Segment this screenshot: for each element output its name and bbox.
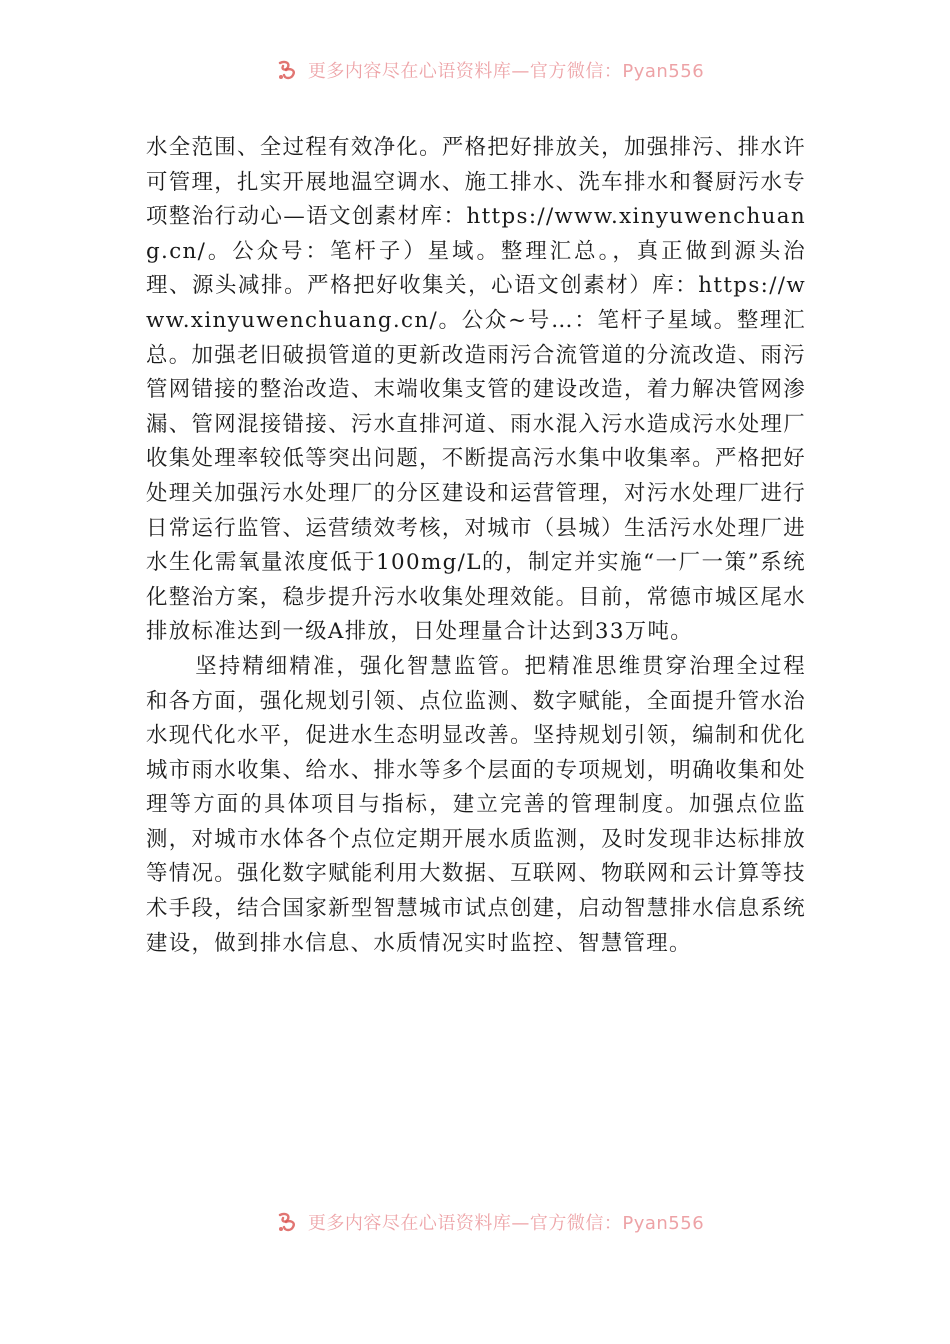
paragraph-smart-supervision: 坚持精细精准，强化智慧监管。把精准思维贯穿治理全过程和各方面，强化规划引领、点位监测、数字赋能，全面提升管水治水现代化水平，促进水生态明显改善。坚持规划引领，编制和优化城市雨水收集、给水、排水等多个层面的专项规划，明确收集和处理等方面的具体项目与指标，建立完善的管理制度。加强点位监测，对城市水体各个点位定期开展水质监测，及时发现非达标排放等情况。强化数字赋能利用大数据、互联网、物联网和云计算等技术手段，结合国家新型智慧城市试点创建，启动智慧排水信息系统建设，做到排水信息、水质情况实时监控、智慧管理。 <box>146 653 806 956</box>
document-body <box>146 131 806 961</box>
header-watermark <box>0 55 950 85</box>
paragraph-sewage-management: 水全范围、全过程有效净化。严格把好排放关，加强排污、排水许可管理，扎实开展地温空调水、施工排水、洗车排水和餐厨污水专项整治行动心—语文创素材库：https://www.xinyuwenchuang.cn/。公众号：笔杆子）星域。整理汇总。，真正做到源头治理、源头减排。严格把好收集关，心语文创素材）库：https://www.xinyuwenchuang.cn/。公众~号…：笔杆子星域。整理汇总。加强老旧破损管道的更新改造雨污合流管道的分流改造、雨污管网错接的整治改造、末端收集支管的建设改造，着力解决管网渗漏、管网混接错接、污水直排河道、雨水混入污水造成污水处理厂收集处理率较低等突出问题，不断提高污水集中收集率。严格把好处理关加强污水处理厂的分区建设和运营管理，对污水处理厂进行日常运行监管、运营绩效考核，对城市（县城）生活污水处理厂进水生化需氧量浓度低于100mg/L的，制定并实施“一厂一策”系统化整治方案，稳步提升污水收集处理效能。目前，常德市城区尾水排放标准达到一级A排放，日处理量合计达到33万吨。 <box>146 135 806 645</box>
footer-watermark-content <box>276 1209 704 1235</box>
footer-watermark-text: 更多内容尽在心语资料库—官方微信：Pyan556 <box>307 1213 705 1234</box>
header-watermark-content <box>276 57 704 83</box>
header-watermark-text: 更多内容尽在心语资料库—官方微信：Pyan556 <box>307 61 705 82</box>
brand-logo-icon <box>276 58 300 82</box>
brand-logo-icon <box>276 1210 300 1234</box>
footer-watermark <box>0 1207 950 1237</box>
